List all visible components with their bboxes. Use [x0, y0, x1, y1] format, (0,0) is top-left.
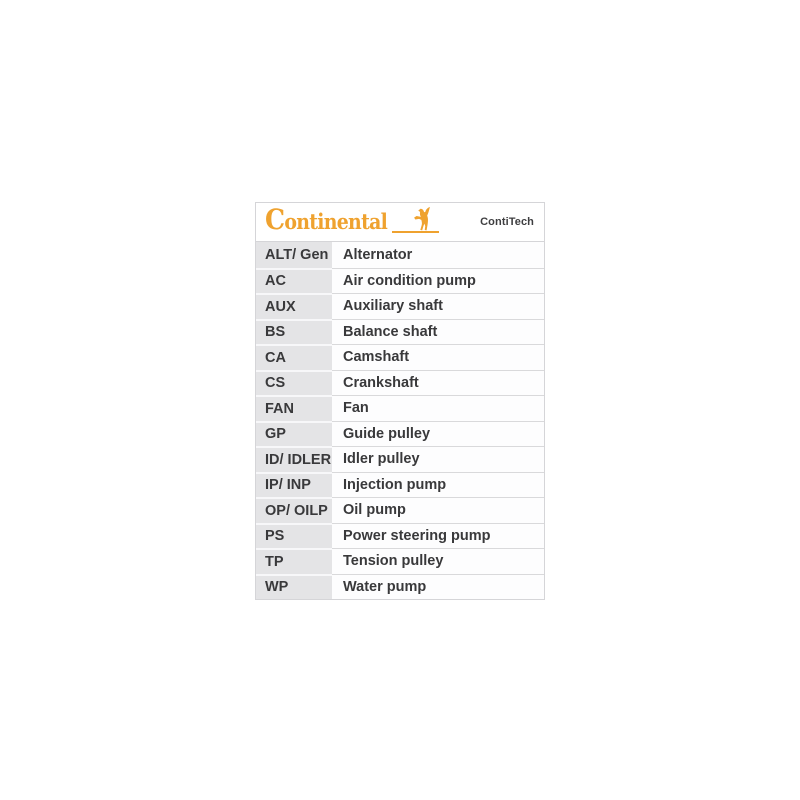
abbreviation-cell: ID/ IDLER	[256, 446, 332, 472]
abbreviation-cell: ALT/ Gen	[256, 242, 332, 268]
table-row	[256, 523, 544, 549]
legend-card	[255, 202, 545, 600]
abbreviation-cell: GP	[256, 421, 332, 447]
description-cell: Oil pump	[332, 497, 544, 523]
description-cell: Auxiliary shaft	[332, 293, 544, 319]
abbreviation-cell: WP	[256, 574, 332, 600]
table-row	[256, 242, 544, 268]
continental-logo-text: Continental	[265, 203, 388, 236]
logo-baseline-rule	[392, 231, 439, 233]
legend-table-body	[256, 242, 544, 599]
table-row	[256, 446, 544, 472]
description-cell: Tension pulley	[332, 548, 544, 574]
continental-horse-icon	[409, 206, 435, 231]
continental-logo	[265, 203, 401, 236]
abbreviation-cell: IP/ INP	[256, 472, 332, 498]
description-cell: Camshaft	[332, 344, 544, 370]
table-row	[256, 574, 544, 600]
description-cell: Idler pulley	[332, 446, 544, 472]
table-row	[256, 319, 544, 345]
description-cell: Alternator	[332, 242, 544, 268]
description-cell: Water pump	[332, 574, 544, 600]
table-row	[256, 421, 544, 447]
description-cell: Fan	[332, 395, 544, 421]
abbreviation-cell: AC	[256, 268, 332, 294]
description-cell: Air condition pump	[332, 268, 544, 294]
abbreviation-cell: CS	[256, 370, 332, 396]
description-cell: Balance shaft	[332, 319, 544, 345]
table-row	[256, 472, 544, 498]
table-row	[256, 370, 544, 396]
description-cell: Power steering pump	[332, 523, 544, 549]
table-row	[256, 293, 544, 319]
description-cell: Guide pulley	[332, 421, 544, 447]
abbreviation-cell: OP/ OILP	[256, 497, 332, 523]
description-cell: Crankshaft	[332, 370, 544, 396]
description-cell: Injection pump	[332, 472, 544, 498]
table-row	[256, 344, 544, 370]
abbreviation-cell: PS	[256, 523, 332, 549]
abbreviation-cell: TP	[256, 548, 332, 574]
abbreviation-cell: CA	[256, 344, 332, 370]
table-row	[256, 268, 544, 294]
table-row	[256, 497, 544, 523]
table-row	[256, 548, 544, 574]
brand-header	[256, 203, 544, 242]
abbreviation-cell: BS	[256, 319, 332, 345]
abbreviation-cell: FAN	[256, 395, 332, 421]
contitech-wordmark: ContiTech	[480, 216, 534, 228]
table-row	[256, 395, 544, 421]
abbreviation-cell: AUX	[256, 293, 332, 319]
